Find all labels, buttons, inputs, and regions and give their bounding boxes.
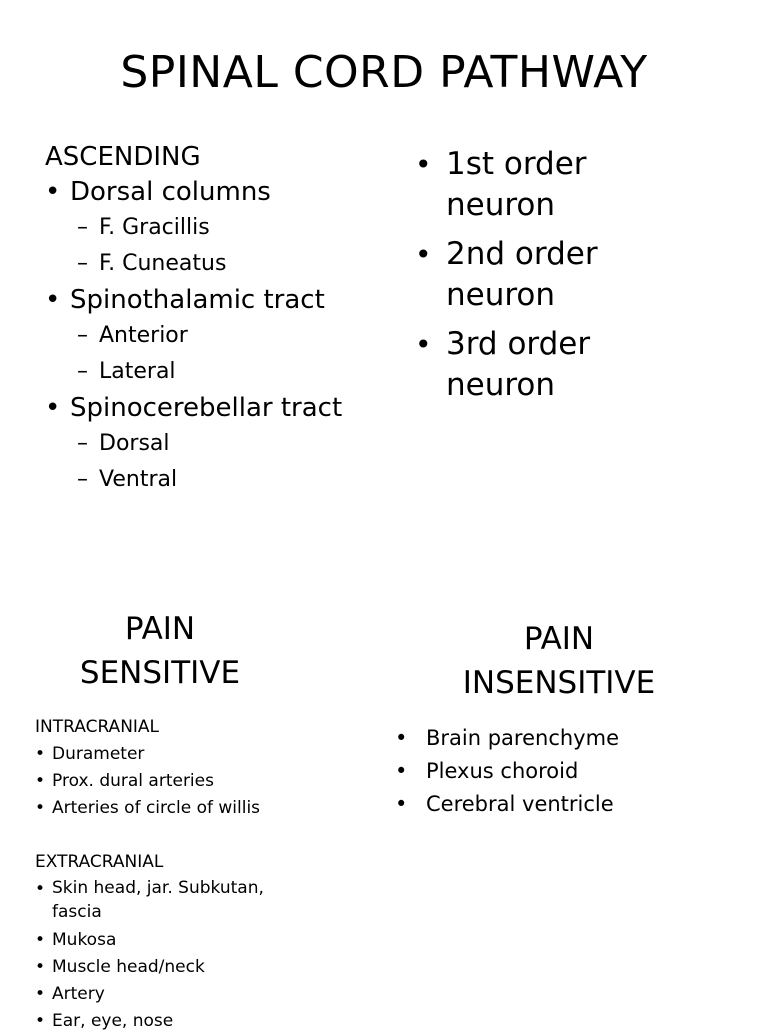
bullet-icon: • [395, 726, 408, 750]
pain-insensitive-list [395, 722, 735, 821]
list-item [395, 755, 735, 788]
list-subitem [45, 354, 405, 390]
list-item [35, 876, 335, 927]
bullet-icon: • [35, 1011, 46, 1031]
list-item [35, 795, 335, 822]
item-label: Mukosa [52, 930, 117, 950]
item-label: Arteries of circle of willis [52, 798, 261, 818]
list-item [35, 927, 335, 954]
dash-icon: – [77, 323, 88, 348]
neuron-list [415, 144, 755, 414]
dash-icon: – [77, 215, 88, 240]
list-item [35, 741, 335, 768]
list-item [45, 174, 405, 210]
subitem-label: Anterior [99, 323, 188, 348]
dash-icon: – [77, 359, 88, 384]
list-item [35, 981, 335, 1008]
bullet-icon: • [35, 957, 46, 977]
spacer [35, 822, 335, 849]
intracranial-label: INTRACRANIAL [35, 717, 160, 737]
list-item [35, 1008, 335, 1035]
bullet-icon: • [45, 393, 61, 423]
list-subitem [45, 462, 405, 498]
dash-icon: – [77, 251, 88, 276]
bullet-icon: • [35, 879, 46, 899]
item-label: Prox. dural arteries [52, 771, 214, 791]
ascending-heading: ASCENDING [45, 142, 201, 172]
bullet-icon: • [45, 177, 61, 207]
bullet-icon: • [415, 148, 432, 181]
list-item [35, 768, 335, 795]
list-subitem [45, 210, 405, 246]
subitem-label: Dorsal [99, 431, 170, 456]
list-item [415, 144, 755, 226]
neuron-label: 1st order neuron [446, 146, 587, 223]
subitem-label: Lateral [99, 359, 176, 384]
list-item [45, 282, 405, 318]
pain-insensitive-heading: PAIN INSENSITIVE [462, 621, 656, 701]
list-item [45, 390, 405, 426]
ascending-section [45, 140, 405, 498]
item-label: Artery [52, 984, 105, 1004]
list-item [395, 722, 735, 755]
list-item [395, 788, 735, 821]
tract-label: Spinothalamic tract [70, 285, 325, 315]
bullet-icon: • [35, 930, 46, 950]
tract-label: Dorsal columns [70, 177, 271, 207]
neuron-label: 2nd order neuron [446, 236, 598, 313]
bullet-icon: • [45, 285, 61, 315]
list-item [35, 954, 335, 981]
list-item [415, 324, 755, 406]
bullet-icon: • [415, 328, 432, 361]
bullet-icon: • [395, 792, 408, 816]
subitem-label: Ventral [99, 467, 178, 492]
item-label: Cerebral ventricle [426, 792, 614, 816]
bullet-icon: • [35, 771, 46, 791]
bullet-icon: • [35, 984, 46, 1004]
pain-sensitive-heading: PAIN SENSITIVE [79, 611, 241, 691]
list-subitem [45, 318, 405, 354]
list-subitem [45, 246, 405, 282]
item-label: Plexus choroid [426, 759, 579, 783]
extracranial-label: EXTRACRANIAL [35, 852, 164, 872]
bullet-icon: • [415, 238, 432, 271]
subitem-label: F. Gracillis [99, 215, 210, 240]
dash-icon: – [77, 467, 88, 492]
subitem-label: F. Cuneatus [99, 251, 227, 276]
list-item [415, 234, 755, 316]
dash-icon: – [77, 431, 88, 456]
item-label: Ear, eye, nose [52, 1011, 174, 1031]
item-label: Muscle head/neck [52, 957, 205, 977]
bullet-icon: • [395, 759, 408, 783]
bullet-icon: • [35, 744, 46, 764]
bullet-icon: • [35, 798, 46, 818]
item-label: Skin head, jar. Subkutan, fascia [52, 878, 264, 922]
tract-label: Spinocerebellar tract [70, 393, 343, 423]
item-label: Brain parenchyme [426, 726, 619, 750]
slide-title: SPINAL CORD PATHWAY [120, 47, 648, 98]
neuron-label: 3rd order neuron [446, 326, 591, 403]
item-label: Durameter [52, 744, 145, 764]
list-subitem [45, 426, 405, 462]
pain-sensitive-list [35, 714, 335, 1035]
